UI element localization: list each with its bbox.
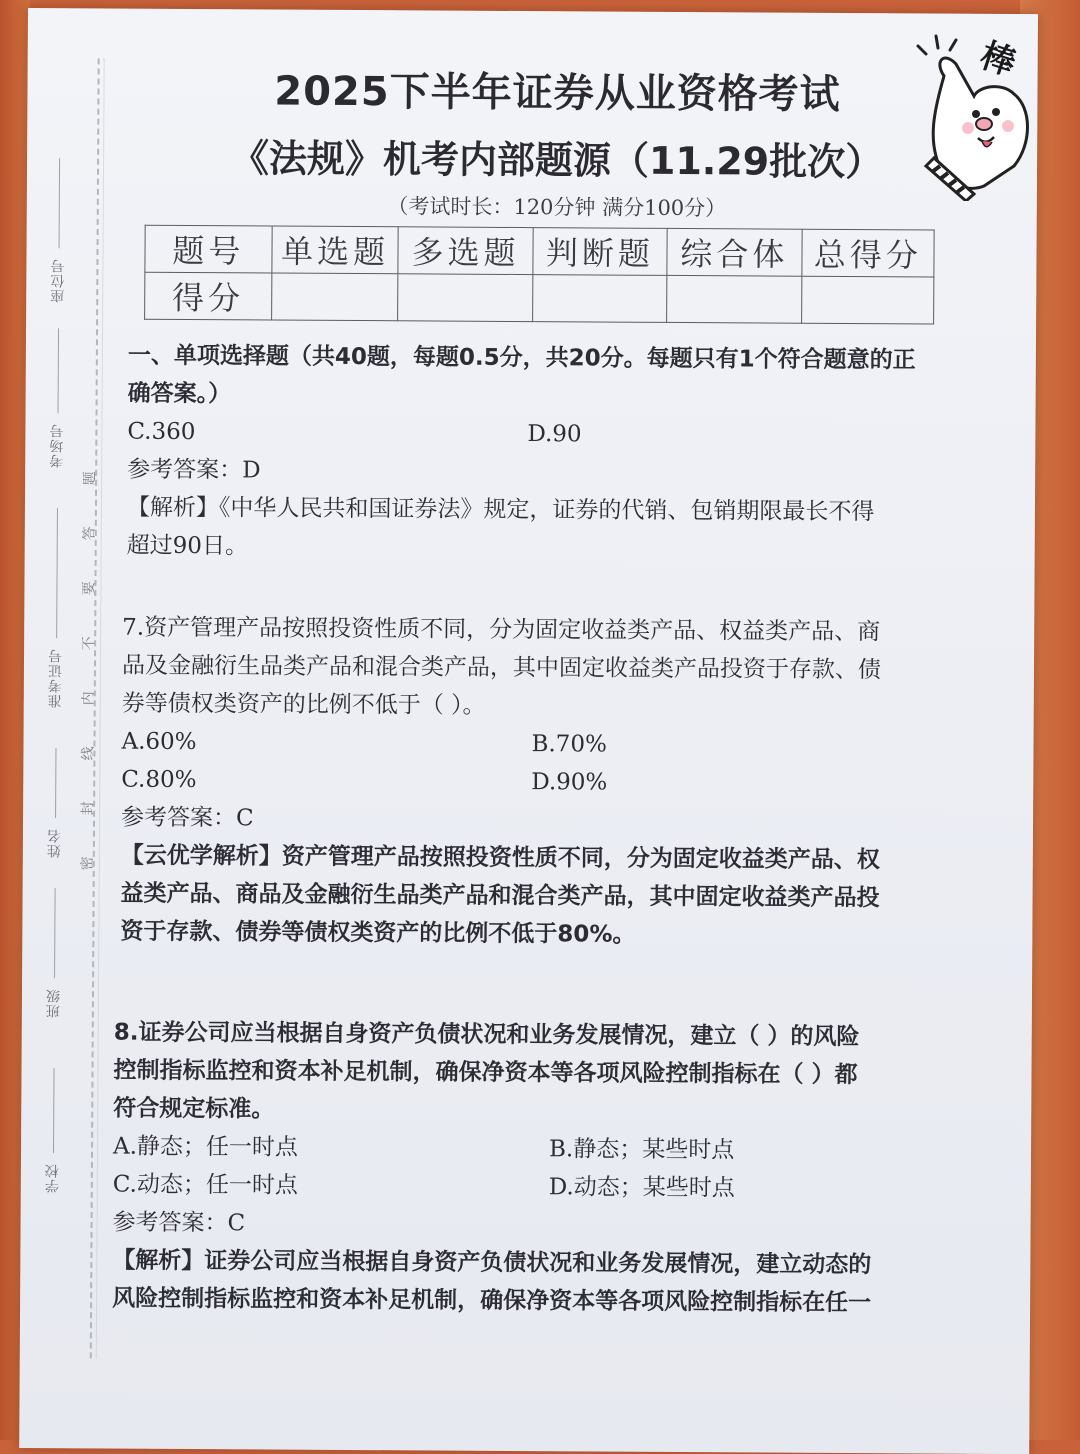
option-row [121,761,1001,804]
option-a: A.静态；任一时点 [112,1133,299,1161]
score-cell [667,275,802,323]
option-row [121,723,1001,766]
option-row [113,1128,993,1171]
question-7-block [120,609,1002,956]
section-header-line: 确答案。） [127,380,232,408]
seat-number-line [59,158,61,248]
question-stem-line: 券等债权类资产的比例不低于（ ）。 [121,690,486,719]
seal-char: 线 [80,746,97,761]
exam-room-label: 考场号 [49,423,66,469]
analysis-line: 超过90日。 [126,532,249,560]
analysis-text: 资产管理产品按照投资性质不同，分为固定收益类产品、权 [281,843,880,874]
exam-subject-title: 《法规》机考内部题源（11.29批次） [230,136,884,185]
seal-char: 要 [81,581,98,596]
section-header [128,337,1008,418]
score-header-cell: 多选题 [398,227,533,275]
option-d: D.90% [531,769,608,796]
question-stem-line: 控制指标监控和资本补足机制，确保净资本等各项风险控制指标在（ ）都 [113,1057,858,1089]
question-stem-line: 品及金融衍生品类产品和混合类产品，其中固定收益类产品投资于存款、债 [121,652,882,684]
score-cell [801,276,934,324]
reference-answer: 参考答案：C [120,804,254,832]
exam-title: 2025下半年证券从业资格考试 [274,68,841,118]
exam-paper [19,8,1038,1454]
analysis-line: 【解析】《中华人民共和国证券法》规定，证券的代销、包销期限最长不得 [126,494,875,526]
school-line [53,1068,55,1153]
option-row [113,1166,993,1209]
score-row-label: 得分 [145,272,272,320]
admission-number-line [56,508,58,638]
exam-duration-note: （考试时长：120分钟 满分100分） [387,194,727,221]
question-6-block [127,413,1008,570]
option-c: C.360 [127,418,196,446]
score-header-cell: 综合体 [667,228,802,276]
seat-number-label: 座位号 [50,258,67,304]
score-header-cell: 总得分 [801,229,934,277]
thumbs-up-sticker [904,16,1054,201]
reference-answer: 参考答案：C [112,1209,246,1237]
admission-number-label: 准考证号 [47,648,65,709]
analysis-line [121,837,1001,880]
score-table-header-row [145,225,934,277]
analysis-tag: 【解析】 [112,1247,205,1275]
question-stem-line: 8.证券公司应当根据自身资产负债状况和业务发展情况，建立（ ）的风险 [113,1019,860,1051]
option-c: C.80% [121,766,197,794]
option-row [127,413,1007,456]
seal-char: 密 [79,856,96,871]
seal-char: 内 [80,691,97,706]
school-label: 学校 [44,1163,61,1194]
analysis-tag: 【云优学解析】 [120,842,282,870]
score-header-cell: 单选题 [272,226,399,274]
question-stem-line: 符合规定标准。 [113,1095,275,1123]
exam-room-line [58,328,60,413]
option-d: D.动态；某些时点 [548,1174,735,1202]
analysis-line: 资于存款、债券等债权类资产的比例不低于80%。 [120,918,636,948]
score-table [144,225,935,325]
analysis-line: 风险控制指标监控和资本补足机制，确保净资本等各项风险控制指标在任一 [112,1285,872,1317]
score-table-score-row [145,272,934,324]
sticker-text: 棒 [975,35,1021,85]
option-b: B.静态；某些时点 [548,1136,735,1164]
seal-char: 封 [80,801,97,816]
score-header-cell: 题号 [145,225,272,273]
option-a: A.60% [121,728,197,756]
name-label: 姓名 [46,828,63,859]
class-label: 班级 [45,988,63,1019]
analysis-line [112,1242,992,1285]
score-cell [532,275,667,323]
seal-char: 答 [81,526,98,541]
score-cell [271,273,398,321]
option-b: B.70% [531,731,607,758]
score-cell [398,274,533,322]
analysis-line: 益类产品、商品及金融衍生品类产品和混合类产品，其中固定收益类产品投 [120,880,880,912]
question-8-block [112,1014,994,1323]
option-d: D.90 [527,421,582,448]
option-c: C.动态；任一时点 [112,1171,298,1199]
reference-answer: 参考答案：D [127,456,261,484]
seal-char: 不 [81,636,98,651]
name-line [55,748,56,818]
class-line [54,888,56,978]
seal-char: 题 [82,471,99,486]
analysis-text: 证券公司应当根据自身资产负债状况和业务发展情况，建立动态的 [204,1248,872,1279]
question-stem-line: 7.资产管理产品按照投资性质不同，分为固定收益类产品、权益类产品、商 [122,614,881,646]
thumbs-up-icon [904,16,1054,201]
section-header-line: 一、单项选择题（共40题，每题0.5分，共20分。每题只有1个符合题意的正 [127,342,916,374]
score-header-cell: 判断题 [533,228,668,276]
binding-dashed-line [90,58,100,1358]
